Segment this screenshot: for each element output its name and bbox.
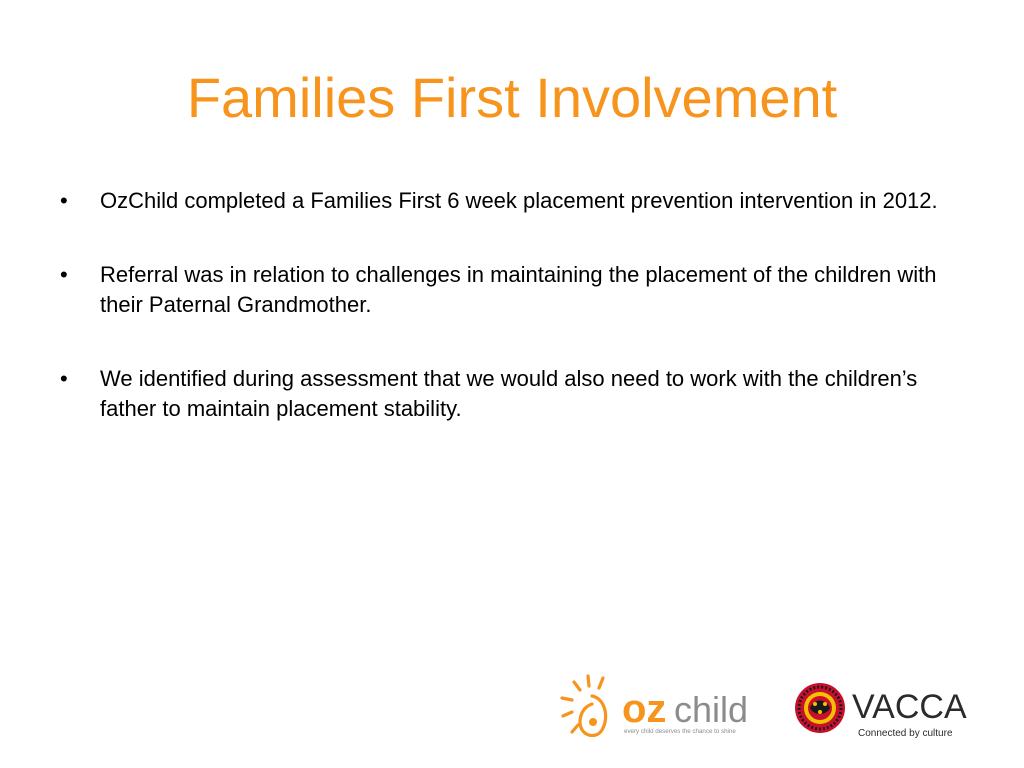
ozchild-logo — [558, 672, 764, 744]
bullet-text: We identified during assessment that we would also need to work with the children’s father to maintain placement stability. — [100, 366, 918, 421]
bullet-list — [60, 186, 960, 468]
sun-icon — [562, 676, 606, 736]
bullet-item — [60, 364, 960, 424]
bullet-dot: • — [60, 366, 68, 391]
vacca-name: VACCA — [852, 688, 967, 726]
bullet-item — [60, 186, 960, 216]
bullet-dot: • — [60, 262, 68, 287]
bullet-item — [60, 260, 960, 320]
slide-title: Families First Involvement — [186, 66, 838, 129]
vacca-tagline: Connected by culture — [858, 728, 953, 739]
vacca-emblem-icon — [795, 683, 845, 733]
bullet-text: OzChild completed a Families First 6 week placement prevention intervention in 2012. — [100, 188, 938, 213]
bullet-text: Referral was in relation to challenges in maintaining the placement of the children with their Paternal Grandmother. — [100, 262, 937, 317]
ozchild-child-text: child — [674, 689, 749, 730]
vacca-logo — [794, 680, 984, 742]
bullet-dot: • — [60, 188, 68, 213]
ozchild-tagline: every child deserves the chance to shine — [624, 728, 736, 735]
ozchild-oz-text: oz — [622, 687, 667, 731]
